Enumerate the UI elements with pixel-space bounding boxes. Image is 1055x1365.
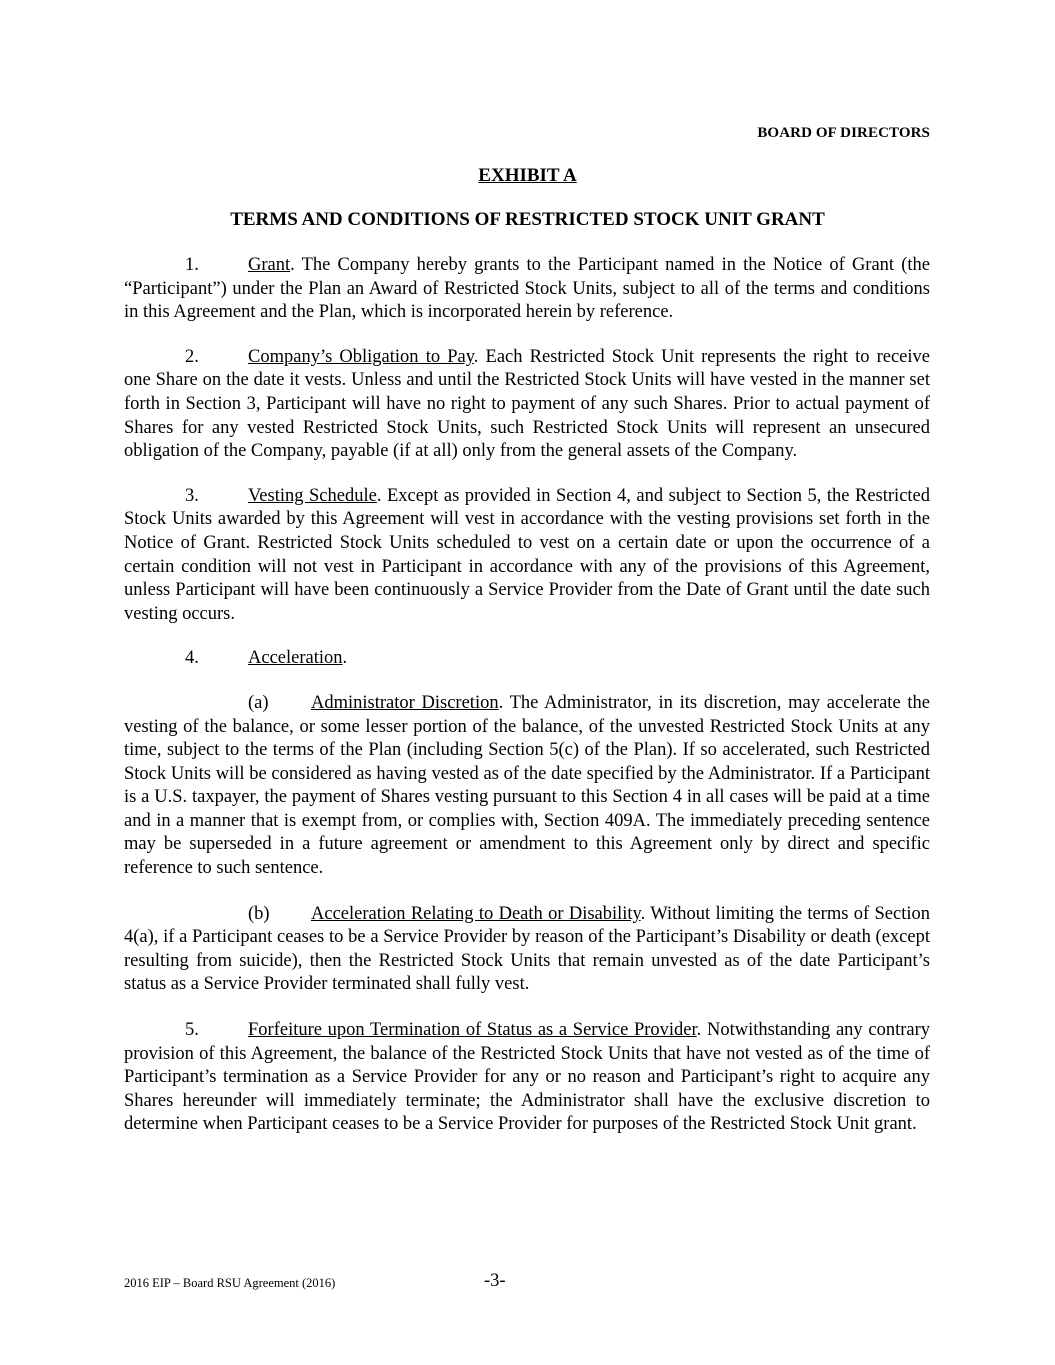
section-5-forfeiture (124, 1019, 930, 1137)
section-text: . Each Restricted Stock Unit represents the right to receive one Share on the date it vests. Unless and until the Restricted Stock Units will have vested in the manner set forth in Section 3, Participant will have no right to payment of any such Shares. Prior to actual payment of Shares for any vested Restricted Stock Units, such Restricted Stock Units will represent an unsecured obligation of the Company, payable (if at all) only from the general assets of the Company. (124, 346, 930, 462)
section-number: 3. (185, 485, 199, 506)
subsection-number: (a) (248, 692, 269, 713)
subsection-text: . Without limiting the terms of Section 4(a), if a Participant ceases to be a Service Provider by reason of the Participant’s Disability or death (except resulting from suicide), then the Restricted Stock Units that remain unvested as of the date Participant’s status as a Service Provider terminated shall fully vest. (124, 903, 931, 995)
document-title: TERMS AND CONDITIONS OF RESTRICTED STOCK UNIT GRANT (230, 209, 825, 230)
section-number: 5. (185, 1020, 199, 1041)
document-body (124, 254, 930, 1158)
section-number: 4. (185, 648, 199, 669)
exhibit-title: EXHIBIT A (478, 165, 577, 186)
section-number: 1. (185, 255, 199, 275)
section-2-obligation (124, 346, 930, 464)
subsection-number: (b) (248, 903, 270, 924)
section-3-vesting (124, 485, 930, 627)
section-heading: Acceleration (248, 648, 343, 669)
board-of-directors-label: BOARD OF DIRECTORS (757, 125, 930, 141)
page-number: -3- (484, 1271, 506, 1291)
section-heading: Grant (248, 255, 291, 275)
section-heading: Vesting Schedule (248, 485, 377, 506)
subsection-heading: Acceleration Relating to Death or Disability (311, 903, 641, 924)
section-number: 2. (185, 346, 199, 367)
section-text: . (342, 648, 348, 669)
subsection-heading: Administrator Discretion (311, 692, 499, 713)
section-heading: Forfeiture upon Termination of Status as a Service Provider (248, 1020, 697, 1041)
section-text: . Notwithstanding any contrary provision of this Agreement, the balance of the Restricted Stock Units that have not vested as of the time of Participant’s termination as a Service Provider for any or no reason and Participant’s right to acquire any Shares hereunder will immediately terminate; the Administrator shall have the exclusive discretion to determine when Participant ceases to be a Service Provider for purposes of the Restricted Stock Unit grant. (124, 1020, 930, 1135)
section-4b-death-or-disability (124, 903, 930, 997)
section-text: . The Company hereby grants to the Participant named in the Notice of Grant (the “Participant”) under the Plan an Award of Restricted Stock Units, subject to all of the terms and conditions in this Agreement and the Plan, which is incorporated herein by reference. (124, 255, 930, 323)
section-text: . Except as provided in Section 4, and subject to Section 5, the Restricted Stock Units awarded by this Agreement will vest in accordance with the vesting provisions set forth in the Notice of Grant. Restricted Stock Units scheduled to vest on a certain date or upon the occurrence of a certain condition will not vest in Participant in accordance with any of the provisions of this Agreement, unless Participant will have been continuously a Service Provider from the Date of Grant until the date such vesting occurs. (124, 485, 931, 624)
section-4a-administrator-discretion (124, 692, 930, 881)
subsection-text: . The Administrator, in its discretion, may accelerate the vesting of the balance, or some lesser portion of the balance, of the unvested Restricted Stock Units at any time, subject to the terms of the Plan (including Section 5(c) of the Plan). If so accelerated, such Restricted Stock Units will be considered as having vested as of the date specified by the Administrator. If a Participant is a U.S. taxpayer, the payment of Shares vesting pursuant to this Section 4 in all cases will be paid at a time and in a manner that is exempt from, or complies with, Section 409A. The immediately preceding sentence may be superseded in a future agreement or amendment to this Agreement only by direct and specific reference to such sentence. (124, 692, 930, 879)
footer-document-label: 2016 EIP – Board RSU Agreement (2016) (124, 1276, 336, 1290)
section-4-acceleration (124, 647, 930, 671)
section-1-grant (124, 254, 930, 325)
section-heading: Company’s Obligation to Pay (248, 346, 474, 367)
